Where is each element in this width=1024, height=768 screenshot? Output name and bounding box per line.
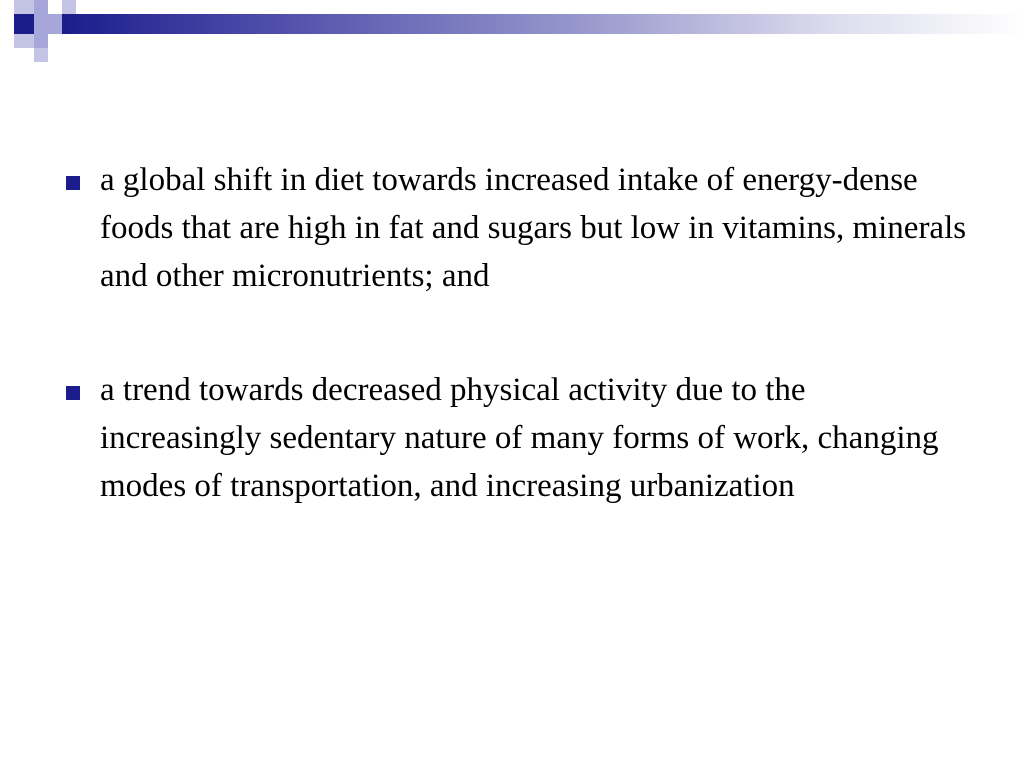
bullet-item [62, 156, 972, 300]
square-bullet-icon [66, 386, 80, 400]
decor-square [34, 48, 48, 62]
bullet-text: a global shift in diet towards increased intake of energy-dense foods that are high in fat and sugars but low in vitamins, minerals and other micronutrients; and [100, 162, 967, 294]
decor-square [14, 0, 34, 14]
decor-square [34, 34, 48, 48]
decor-square [62, 0, 76, 14]
square-bullet-icon [66, 176, 80, 190]
header-gradient-bar [62, 14, 1024, 34]
decor-square [34, 0, 48, 14]
bullet-item [62, 366, 972, 510]
header-decoration [0, 0, 1024, 64]
bullet-list [62, 156, 972, 576]
decor-square [14, 34, 34, 48]
bullet-text: a trend towards decreased physical activity due to the increasingly sedentary nature of many forms of work, changing modes of transportation, and increasing urbanization [100, 372, 939, 504]
decor-square [14, 14, 34, 34]
decor-square [34, 14, 62, 34]
